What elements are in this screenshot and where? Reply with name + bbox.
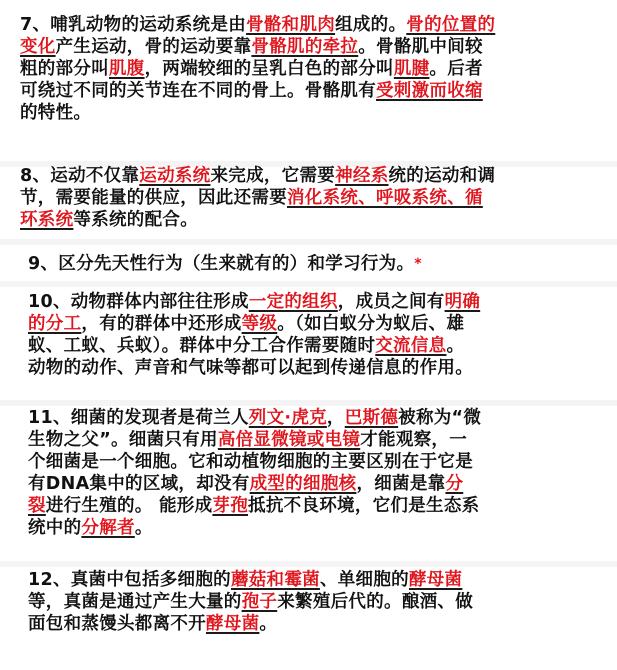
- text-segment: 节，需要能量的供应，因此还需要: [20, 188, 287, 208]
- text-segment: 个细菌是一个细胞。它和动植物细胞的主要区别在于它是: [28, 452, 473, 472]
- text-segment: 。: [134, 518, 153, 538]
- highlighted-term: 肌腹: [109, 59, 145, 79]
- asterisk-mark: *: [414, 256, 422, 272]
- text-segment: 10、动物群体内部往往形成: [28, 292, 249, 312]
- text-segment: 、单细胞的: [319, 570, 409, 590]
- highlighted-term: 巴斯德: [344, 408, 399, 428]
- highlighted-term: 芽孢: [212, 496, 249, 516]
- text-segment: 。骨骼肌中间较: [358, 37, 483, 57]
- text-segment: 可绕过不同的关节连在不同的骨上。骨骼肌有: [20, 81, 376, 101]
- text-segment: 7、哺乳动物的运动系统是由: [20, 15, 247, 35]
- highlighted-term: 分解者: [81, 518, 135, 538]
- text-segment: 面包和蒸馒头都离不开: [28, 614, 206, 634]
- text-segment: 抵抗不良环境，它们是生态系: [248, 496, 480, 516]
- highlighted-term: 骨的位置的: [406, 15, 496, 35]
- text-line: [20, 14, 495, 36]
- paragraph-8-coordination: [20, 165, 495, 231]
- paragraph-10-social-behavior: [28, 291, 480, 379]
- highlighted-term: 肌腱: [393, 59, 430, 79]
- text-line: [28, 569, 473, 591]
- highlighted-term: 等级: [241, 314, 278, 334]
- text-segment: 。: [446, 336, 465, 356]
- highlighted-term: 骨骼和肌肉: [246, 15, 336, 35]
- text-line: [28, 517, 481, 539]
- highlighted-term: 消化系统、呼吸系统、循: [287, 188, 483, 208]
- text-segment: 统中的: [28, 518, 82, 538]
- text-segment: 11、细菌的发现者是荷兰人: [28, 408, 249, 428]
- text-segment: 统的运动和调: [388, 166, 496, 186]
- text-line: [20, 102, 495, 124]
- text-line: [28, 407, 481, 429]
- section-divider: [0, 400, 617, 406]
- highlighted-term: 运动系统: [139, 166, 211, 186]
- section-divider: [0, 561, 617, 567]
- text-segment: ，两端较细的呈乳白色的部分叫: [144, 59, 394, 79]
- text-segment: 。后者: [429, 59, 483, 79]
- text-segment: 等系统的配合。: [73, 210, 199, 230]
- highlighted-term: 裂: [28, 496, 46, 516]
- text-segment: 才能观察，一: [360, 430, 468, 450]
- text-segment: 8、运动不仅靠: [20, 166, 140, 186]
- text-segment: 动物的动作、声音和气味等都可以起到传递信息的作用。: [28, 358, 473, 378]
- highlighted-term: 一定的组织: [248, 292, 338, 312]
- highlighted-term: 明确: [444, 292, 481, 312]
- text-line: [28, 473, 481, 495]
- highlighted-term: 成型的细胞核: [249, 474, 357, 494]
- text-line: [28, 429, 481, 451]
- highlighted-term: 骨骼肌的牵拉: [251, 37, 359, 57]
- text-segment: 粗的部分叫: [20, 59, 109, 79]
- text-line: [28, 591, 473, 613]
- paragraph-11-bacteria: [28, 407, 481, 539]
- text-segment: ，有的群体中还形成: [81, 314, 242, 334]
- text-line: [20, 58, 495, 80]
- paragraph-7-motor-system: [20, 14, 495, 124]
- text-line: [20, 165, 495, 187]
- highlighted-term: 变化: [20, 37, 56, 57]
- text-segment: 生物之父”。细菌只有用: [28, 430, 218, 450]
- text-segment: 。（如白蚁分为蚁后、雄: [277, 314, 465, 334]
- text-segment: ，成员之间有: [337, 292, 445, 312]
- highlighted-term: 酵母菌: [206, 614, 260, 634]
- paragraph-9-behavior: [28, 253, 422, 275]
- text-line: [28, 291, 480, 313]
- text-segment: 12、真菌中包括多细胞的: [28, 570, 231, 590]
- text-segment: 来完成，它需要: [210, 166, 336, 186]
- text-segment: 有DNA集中的区域，却没有: [28, 474, 250, 494]
- highlighted-term: 交流信息: [375, 336, 447, 356]
- text-line: [28, 613, 473, 635]
- text-segment: 组成的。: [335, 15, 407, 35]
- section-divider: [0, 281, 617, 287]
- section-divider: [0, 239, 617, 245]
- text-line: [20, 36, 495, 58]
- text-line: [20, 80, 495, 102]
- text-line: [28, 313, 480, 335]
- text-segment: 进行生殖的。 能形成: [45, 496, 213, 516]
- highlighted-term: 孢子: [241, 592, 278, 612]
- text-segment: 等，真菌是通过产生大量的: [28, 592, 242, 612]
- text-line: [20, 209, 495, 231]
- highlighted-term: 酵母菌: [408, 570, 463, 590]
- text-segment: 被称为“微: [398, 408, 482, 428]
- text-segment: 蚁、工蚁、兵蚁）。群体中分工合作需要随时: [28, 336, 376, 356]
- highlighted-term: 神经系: [335, 166, 389, 186]
- highlighted-term: 列文·虎克: [248, 408, 327, 428]
- text-line: [20, 187, 495, 209]
- text-segment: 的特性。: [20, 103, 92, 123]
- highlighted-term: 高倍显微镜或电镜: [217, 430, 361, 450]
- text-segment: 产生运动，骨的运动要靠: [55, 37, 252, 57]
- text-segment: ，: [326, 408, 345, 428]
- text-line: [28, 253, 422, 275]
- text-line: [28, 357, 480, 379]
- text-segment: 9、区分先天性行为（生来就有的）和学习行为。: [28, 254, 415, 274]
- highlighted-term: 蘑菇和霉菌: [230, 570, 320, 590]
- highlighted-term: 环系统: [20, 210, 74, 230]
- text-line: [28, 495, 481, 517]
- paragraph-12-fungi: [28, 569, 473, 635]
- text-segment: 。: [259, 614, 278, 634]
- highlighted-term: 的分工: [28, 314, 82, 334]
- text-segment: ，细菌是靠: [356, 474, 446, 494]
- text-line: [28, 335, 480, 357]
- text-line: [28, 451, 481, 473]
- highlighted-term: 受刺激而收缩: [376, 81, 483, 101]
- highlighted-term: 分: [445, 474, 464, 494]
- text-segment: 来繁殖后代的。酿酒、做: [277, 592, 474, 612]
